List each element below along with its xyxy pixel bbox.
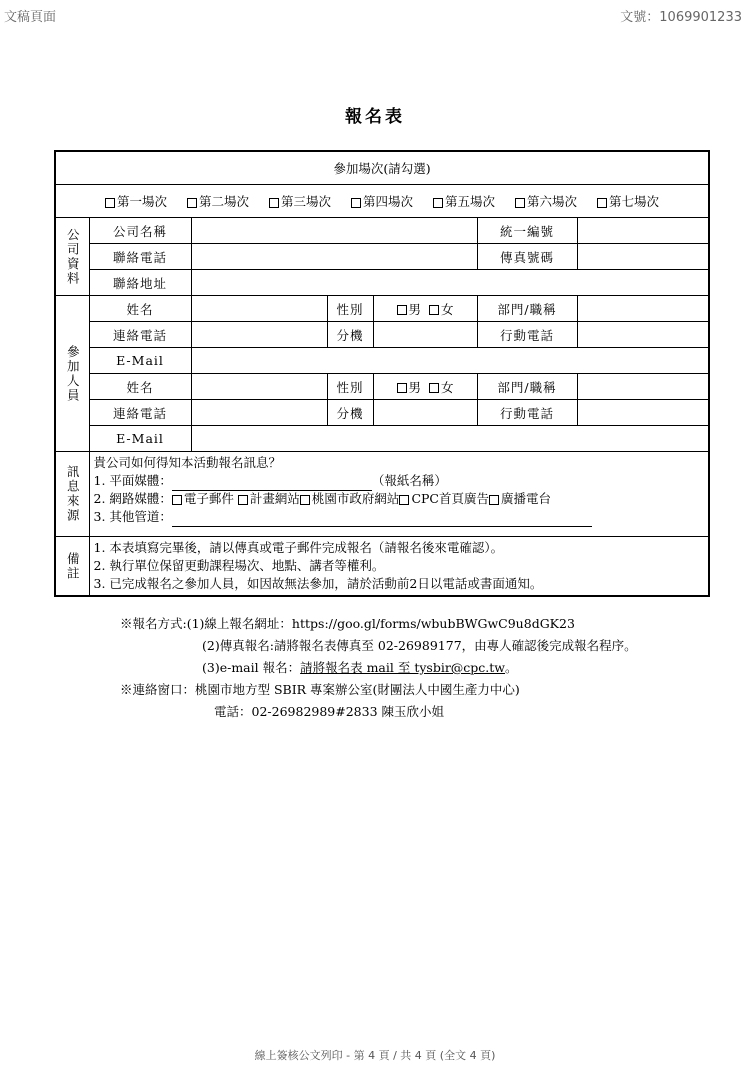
remark-item: 2. 執行單位保留更動課程場次、地點、講者等權利。 <box>93 558 385 573</box>
remark-item: 1. 本表填寫完畢後，請以傳真或電子郵件完成報名（請報名後來電確認）。 <box>93 540 504 555</box>
checkbox-icon[interactable] <box>300 495 310 505</box>
checkbox-icon[interactable] <box>351 198 361 208</box>
participant-1-dept-label: 部門/職稱 <box>477 296 577 322</box>
participant-1-name-label: 姓名 <box>89 296 191 322</box>
checkbox-icon[interactable] <box>397 305 407 315</box>
document-type-label: 文稿頁面 <box>4 10 57 25</box>
tax-id-label: 統一編號 <box>477 218 577 244</box>
contact-phone-line: 電話：02-26982989#2833 陳玉欣小姐 <box>214 704 445 719</box>
participants-section-label: 參加人員 <box>55 296 89 452</box>
session-option-3[interactable]: 第三場次 <box>269 194 331 209</box>
checkbox-icon[interactable] <box>489 495 499 505</box>
company-name-field[interactable] <box>191 218 477 244</box>
gender-female-label: 女 <box>440 379 454 395</box>
session-option-1[interactable]: 第一場次 <box>105 194 167 209</box>
participant-2-dept-label: 部門/職稱 <box>477 374 577 400</box>
remarks-content <box>89 537 709 597</box>
checkbox-icon[interactable] <box>429 383 439 393</box>
session-option-7[interactable]: 第七場次 <box>597 194 659 209</box>
participant-1-dept-field[interactable] <box>577 296 709 322</box>
registration-notes <box>120 613 637 723</box>
fax-label: 傳真號碼 <box>477 244 577 270</box>
checkbox-icon[interactable] <box>238 495 248 505</box>
participant-2-ext-label: 分機 <box>327 400 373 426</box>
company-address-field[interactable] <box>191 270 709 296</box>
source-web-line: 2. 網路媒體： 電子郵件 計畫網站 桃園市政府網站 CPC首頁廣告 廣播電台 <box>93 491 551 506</box>
print-media-field[interactable] <box>172 472 372 491</box>
participant-2-phone-field[interactable] <box>191 400 327 426</box>
session-option-5[interactable]: 第五場次 <box>433 194 495 209</box>
participant-1-email-label: E-Mail <box>89 348 191 374</box>
remark-item: 3. 已完成報名之參加人員，如因故無法參加，請於活動前2日以電話或書面通知。 <box>93 576 543 591</box>
participant-2-gender-label: 性別 <box>327 374 373 400</box>
checkbox-icon[interactable] <box>172 495 182 505</box>
company-name-label: 公司名稱 <box>89 218 191 244</box>
session-option-4[interactable]: 第四場次 <box>351 194 413 209</box>
participant-1-email-field[interactable] <box>191 348 709 374</box>
participant-2-email-field[interactable] <box>191 426 709 452</box>
checkbox-icon[interactable] <box>187 198 197 208</box>
participant-1-mobile-field[interactable] <box>577 322 709 348</box>
checkbox-icon[interactable] <box>269 198 279 208</box>
participant-2-email-label: E-Mail <box>89 426 191 452</box>
registration-online-line: ※報名方式:(1)線上報名網址：https://goo.gl/forms/wbubBWGwC9u8dGK23 <box>120 616 575 631</box>
other-channel-field[interactable] <box>172 508 592 527</box>
participant-2-name-label: 姓名 <box>89 374 191 400</box>
email-instruction: 請將報名表 mail 至 tysbir@cpc.tw <box>300 660 506 675</box>
fax-field[interactable] <box>577 244 709 270</box>
participant-1-name-field[interactable] <box>191 296 327 322</box>
sessions-options <box>55 185 709 218</box>
participant-2-name-field[interactable] <box>191 374 327 400</box>
company-phone-field[interactable] <box>191 244 477 270</box>
session-option-2[interactable]: 第二場次 <box>187 194 249 209</box>
tax-id-field[interactable] <box>577 218 709 244</box>
participant-1-gender-options <box>373 296 477 322</box>
source-print-line: 1. 平面媒體： （報紙名稱） <box>94 472 705 490</box>
checkbox-icon[interactable] <box>433 198 443 208</box>
gender-male-label: 男 <box>408 301 422 317</box>
source-section-label: 訊息來源 <box>55 452 89 537</box>
participant-1-phone-label: 連絡電話 <box>89 322 191 348</box>
checkbox-icon[interactable] <box>397 383 407 393</box>
participant-1-ext-label: 分機 <box>327 322 373 348</box>
participant-1-mobile-label: 行動電話 <box>477 322 577 348</box>
company-section-label: 公司資料 <box>55 218 89 296</box>
participant-2-gender-options <box>373 374 477 400</box>
page-title: 報名表 <box>345 107 405 127</box>
sessions-options-row <box>55 185 709 218</box>
checkbox-icon[interactable] <box>597 198 607 208</box>
contact-window-line: ※連絡窗口：桃園市地方型 SBIR 專案辦公室(財團法人中國生產力中心) <box>120 682 520 697</box>
gender-male-label: 男 <box>408 379 422 395</box>
remarks-section-label: 備註 <box>55 537 89 597</box>
gender-female-label: 女 <box>440 301 454 317</box>
checkbox-icon[interactable] <box>399 495 409 505</box>
registration-form-table <box>54 150 710 597</box>
participant-1-ext-field[interactable] <box>373 322 477 348</box>
sessions-heading: 參加場次(請勾選) <box>55 151 709 185</box>
registration-email-line: (3)e-mail 報名：請將報名表 mail 至 tysbir@cpc.tw。 <box>202 660 518 675</box>
page-footer: 線上簽核公文列印 - 第 4 頁 / 共 4 頁 (全文 4 頁) <box>254 1049 496 1062</box>
participant-2-ext-field[interactable] <box>373 400 477 426</box>
participant-1-gender-label: 性別 <box>327 296 373 322</box>
session-option-6[interactable]: 第六場次 <box>515 194 577 209</box>
participant-2-dept-field[interactable] <box>577 374 709 400</box>
participant-2-mobile-label: 行動電話 <box>477 400 577 426</box>
company-phone-label: 聯絡電話 <box>89 244 191 270</box>
checkbox-icon[interactable] <box>105 198 115 208</box>
source-other-line: 3. 其他管道： <box>94 508 705 526</box>
participant-1-phone-field[interactable] <box>191 322 327 348</box>
participant-2-mobile-field[interactable] <box>577 400 709 426</box>
checkbox-icon[interactable] <box>429 305 439 315</box>
checkbox-icon[interactable] <box>515 198 525 208</box>
source-content <box>89 452 709 537</box>
sessions-heading-row <box>55 151 709 185</box>
company-address-label: 聯絡地址 <box>89 270 191 296</box>
document-number: 文號：1069901233 <box>620 10 742 25</box>
participant-2-phone-label: 連絡電話 <box>89 400 191 426</box>
source-question: 貴公司如何得知本活動報名訊息？ <box>93 455 282 470</box>
registration-fax-line: (2)傳真報名:請將報名表傳真至 02-26989177，由專人確認後完成報名程序。 <box>202 638 637 653</box>
